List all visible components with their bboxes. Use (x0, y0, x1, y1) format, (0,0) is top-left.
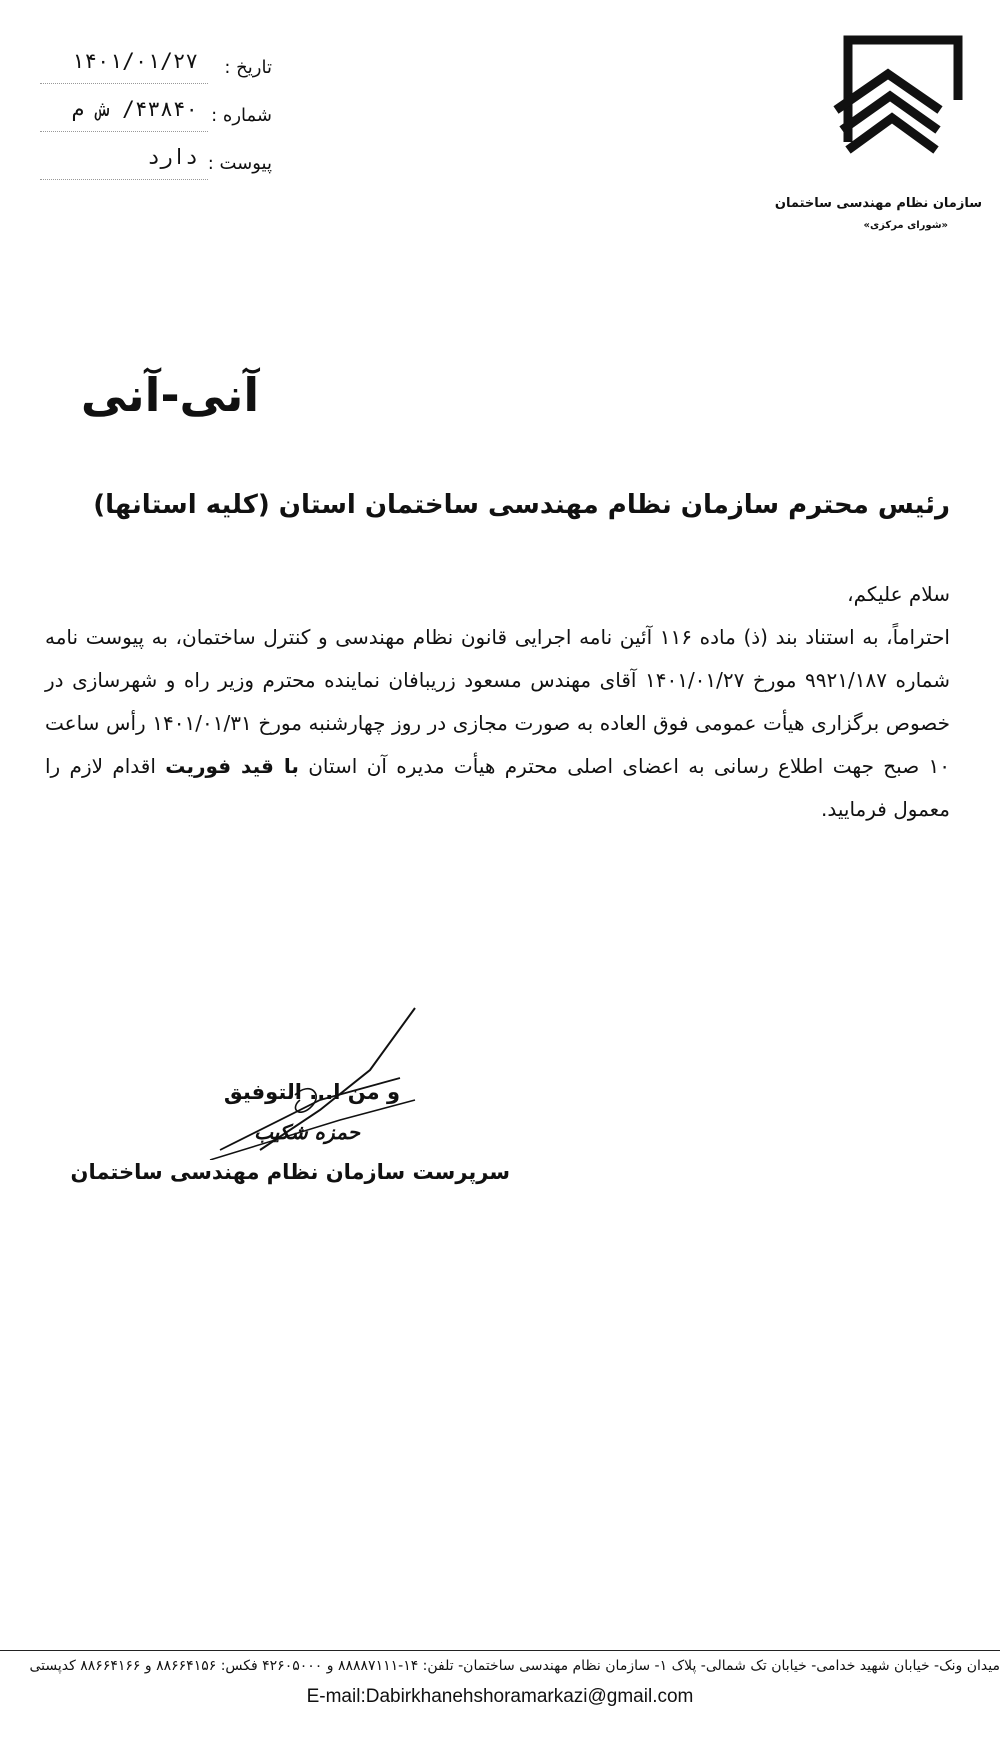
closing-phrase: و من ا... التوفیق (223, 1080, 400, 1104)
date-label: تاریخ : (224, 57, 272, 78)
date-line (40, 83, 208, 84)
signer-name: حمزه شکیب (254, 1120, 360, 1144)
attachment-row (40, 141, 280, 189)
footer-divider (0, 1650, 1000, 1651)
main-paragraph (45, 616, 950, 831)
attachment-value: دارد (147, 145, 198, 169)
greeting: سلام علیکم، (847, 582, 950, 606)
attachment-label: پیوست : (207, 153, 272, 174)
number-row (40, 93, 280, 141)
letter-metadata (40, 45, 280, 189)
letter-body (45, 573, 950, 831)
date-row (40, 45, 280, 93)
recipient-line: رئیس محترم سازمان نظام مهندسی ساختمان استان (کلیه استانها) (93, 490, 950, 520)
signer-title: سرپرست سازمان نظام مهندسی ساختمان (70, 1160, 510, 1184)
paragraph-emphasis: با قید فوریت (165, 754, 299, 778)
org-name: سازمان نظام مهندسی ساختمان (774, 196, 982, 211)
org-logo-icon (828, 30, 968, 180)
paragraph-end-text: اقدام لازم را معمول فرمایید. (45, 754, 950, 821)
attachment-line (40, 179, 208, 180)
footer-address: میدان ونک- خیابان شهید خدامی- خیابان تک شمالی- پلاک ۱- سازمان نظام مهندسی ساختمان- تلفن: ۱۴-۸۸۸۸۷۱۱۱ و ۴۲۶۰۵۰۰۰ فکس: ۸۸۶۶۴۱۵۶ و ۸۸۶۶۴۱۶۶ کدپستی (29, 1658, 1000, 1674)
number-label: شماره : (211, 105, 272, 126)
footer-email: E-mail:Dabirkhanehshoramarkazi@gmail.com (306, 1686, 694, 1707)
urgency-heading: آنی-آنی (80, 368, 260, 422)
number-value: ۴۳۸۴۰/ ش م (71, 97, 198, 121)
org-logo (774, 30, 990, 231)
org-subtitle: «شورای مرکزی» (863, 220, 948, 231)
paragraph-main-text: احتراماً، به استناد بند (ذ) ماده ۱۱۶ آئین نامه اجرایی قانون نظام مهندسی و کنترل ساختمان، به پیوست نامه شماره ۹۹۲۱/۱۸۷ مورخ ۱۴۰۱/۰۱/۲۷ آقای مهندس مسعود زریبافان نماینده محترم وزیر راه و شهرسازی در خصوص برگزاری هیأت عمومی فوق العاده به صورت مجازی در روز چهارشنبه مورخ ۱۴۰۱/۰۱/۳۱ رأس ساعت ۱۰ صبح جهت اطلاع رسانی به اعضای اصلی محترم هیأت مدیره آن استان (45, 625, 951, 778)
date-value: ۱۴۰۱/۰۱/۲۷ (71, 49, 198, 73)
number-line (40, 131, 208, 132)
